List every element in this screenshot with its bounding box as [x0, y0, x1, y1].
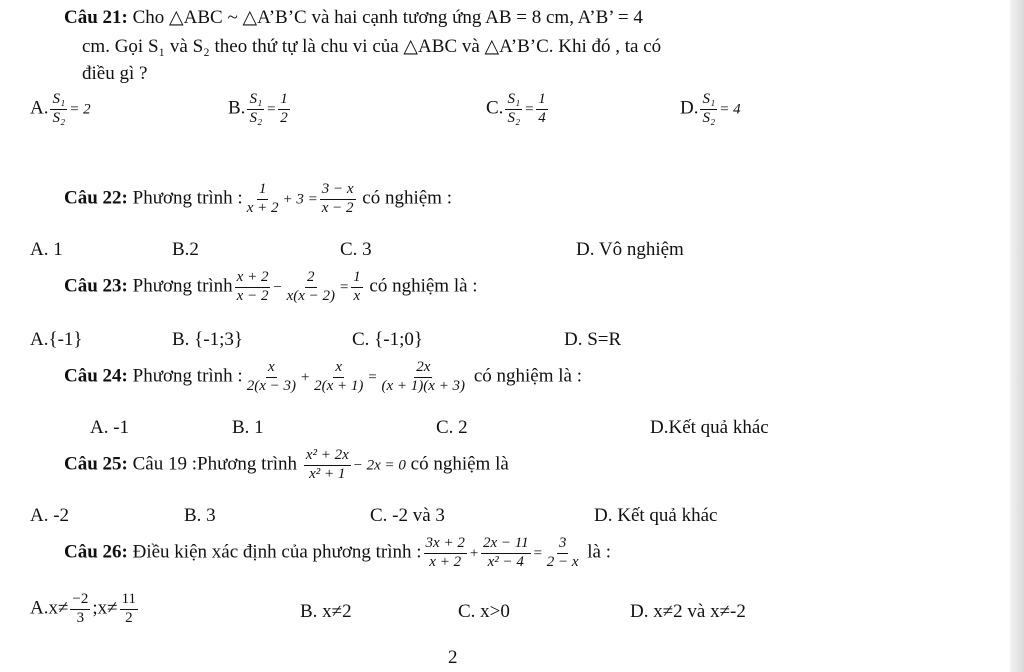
q25-stem: Câu 25: Câu 19 :Phương trình $\frac{\text{x² + 2x}}{\text{x² + 1}}$ − 2x = 0 có nghiệm là	[64, 447, 509, 482]
q21-option-a[interactable]: A. $\frac{\text{S₁}}{\text{S₂}}$ = 2	[30, 91, 91, 126]
q23-option-d[interactable]: D. S=R	[564, 329, 622, 350]
q24-option-d[interactable]: D.Kết quả khác	[650, 417, 769, 438]
q26-fraction-2: $\frac{2x - 11}{\text{x² − 4}}$	[482, 535, 529, 570]
q26-option-a[interactable]: A.x≠ $\frac{-2}{3}$ ;x≠ $\frac{11}{2}$	[30, 591, 137, 626]
q23-fraction-3: $\frac{1}{x}$	[353, 269, 361, 304]
q22-option-a[interactable]: A. 1	[30, 239, 63, 260]
q22-option-c[interactable]: C. 3	[340, 239, 372, 260]
q25-option-c[interactable]: C. -2 và 3	[370, 505, 445, 526]
q23-stem: Câu 23: Phương trình $\frac{x + 2}{x - 2}$ − $\frac{2}{x(x - 2)}$ = $\frac{1}{x}$ có nghiệm là :	[64, 269, 478, 304]
q26-fraction-3: $\frac{3}{2 - x}$	[546, 535, 579, 570]
q24-option-b[interactable]: B. 1	[232, 417, 264, 438]
q21-text-line1: Cho △ABC ~ △A’B’C và hai cạnh tương ứng AB = 8 cm, A’B’ = 4	[132, 7, 643, 28]
q21-b-rhs-fraction: $\frac{1}{2}$	[280, 91, 288, 126]
q23-option-c[interactable]: C. {-1;0}	[352, 329, 424, 350]
q24-fraction-3: $\frac{2x}{(x + 1)(x + 3)}$	[381, 359, 466, 394]
q22-label: Câu 22:	[64, 187, 128, 209]
q21-d-fraction: $\frac{\text{S₁}}{\text{S₂}}$	[702, 91, 716, 126]
page-edge-shadow	[1010, 0, 1024, 672]
q26-fraction-1: $\frac{3x + 2}{x + 2}$	[425, 535, 465, 570]
q26-stem: Câu 26: Điều kiện xác định của phương trình : $\frac{3x + 2}{x + 2}$ + $\frac{2x - 11}{\text{x² − 4}}$ = $\frac{3}{2 - x}$ là :	[64, 535, 612, 570]
q21-option-d[interactable]: D. $\frac{\text{S₁}}{\text{S₂}}$ = 4	[680, 91, 741, 126]
q23-option-b[interactable]: B. {-1;3}	[172, 329, 244, 350]
q25-fraction-1: $\frac{\text{x² + 2x}}{\text{x² + 1}}$	[305, 447, 349, 482]
q24-option-a[interactable]: A. -1	[90, 417, 130, 438]
q22-fraction-1: $\frac{1}{x + 2}$	[246, 181, 279, 216]
q24-label: Câu 24:	[64, 365, 128, 387]
q21-c-rhs-fraction: $\frac{1}{4}$	[538, 91, 546, 126]
q26-option-b[interactable]: B. x≠2	[300, 601, 352, 622]
q23-option-a[interactable]: A.{-1}	[30, 329, 83, 350]
q25-option-d[interactable]: D. Kết quả khác	[594, 505, 718, 526]
q23-fraction-1: $\frac{x + 2}{x - 2}$	[236, 269, 269, 304]
q21-option-c[interactable]: C. $\frac{\text{S₁}}{\text{S₂}}$ = $\frac{1}{4}$	[486, 91, 546, 126]
q24-option-c[interactable]: C. 2	[436, 417, 468, 438]
q26-a-fraction-1: $\frac{-2}{3}$	[72, 591, 89, 626]
q25-option-b[interactable]: B. 3	[184, 505, 216, 526]
q25-label: Câu 25:	[64, 453, 128, 475]
q21-b-fraction: $\frac{\text{S₁}}{\text{S₂}}$	[249, 91, 263, 126]
page-number: 2	[448, 647, 458, 668]
q26-label: Câu 26:	[64, 541, 128, 563]
q26-option-d[interactable]: D. x≠2 và x≠-2	[630, 601, 746, 622]
q23-label: Câu 23:	[64, 275, 128, 297]
q23-fraction-2: $\frac{2}{x(x - 2)}$	[286, 269, 336, 304]
q21-a-fraction: $\frac{\text{S₁}}{\text{S₂}}$	[52, 91, 66, 126]
q25-option-a[interactable]: A. -2	[30, 505, 70, 526]
q21-label: Câu 21:	[64, 7, 128, 28]
q24-fraction-2: $\frac{x}{2(x + 1)}$	[314, 359, 364, 394]
q22-fraction-2: $\frac{3 - x}{x - 2}$	[321, 181, 354, 216]
q26-a-fraction-2: $\frac{11}{2}$	[121, 591, 137, 626]
q22-stem: Câu 22: Phương trình : $\frac{1}{x + 2}$ + 3 = $\frac{3 - x}{x - 2}$ có nghiệm :	[64, 181, 452, 216]
q21-line1	[64, 8, 643, 29]
q21-option-b[interactable]: B. $\frac{\text{S₁}}{\text{S₂}}$ = $\frac{1}{2}$	[228, 91, 288, 126]
q21-c-fraction: $\frac{\text{S₁}}{\text{S₂}}$	[507, 91, 521, 126]
q21-text-line3: điều gì ?	[82, 63, 148, 84]
q22-option-b[interactable]: B.2	[172, 239, 199, 260]
q24-fraction-1: $\frac{x}{2(x - 3)}$	[246, 359, 296, 394]
q22-option-d[interactable]: D. Vô nghiệm	[576, 239, 684, 260]
q24-stem: Câu 24: Phương trình : $\frac{x}{2(x - 3)}$ + $\frac{x}{2(x + 1)}$ = $\frac{2x}{(x + 1)(x + 3)}$ có nghiệm là :	[64, 359, 582, 394]
q26-option-c[interactable]: C. x>0	[458, 601, 510, 622]
q21-text-line2: cm. Gọi S₁ và S₂ theo thứ tự là chu vi của △ABC và △A’B’C. Khi đó , ta có	[82, 36, 662, 57]
